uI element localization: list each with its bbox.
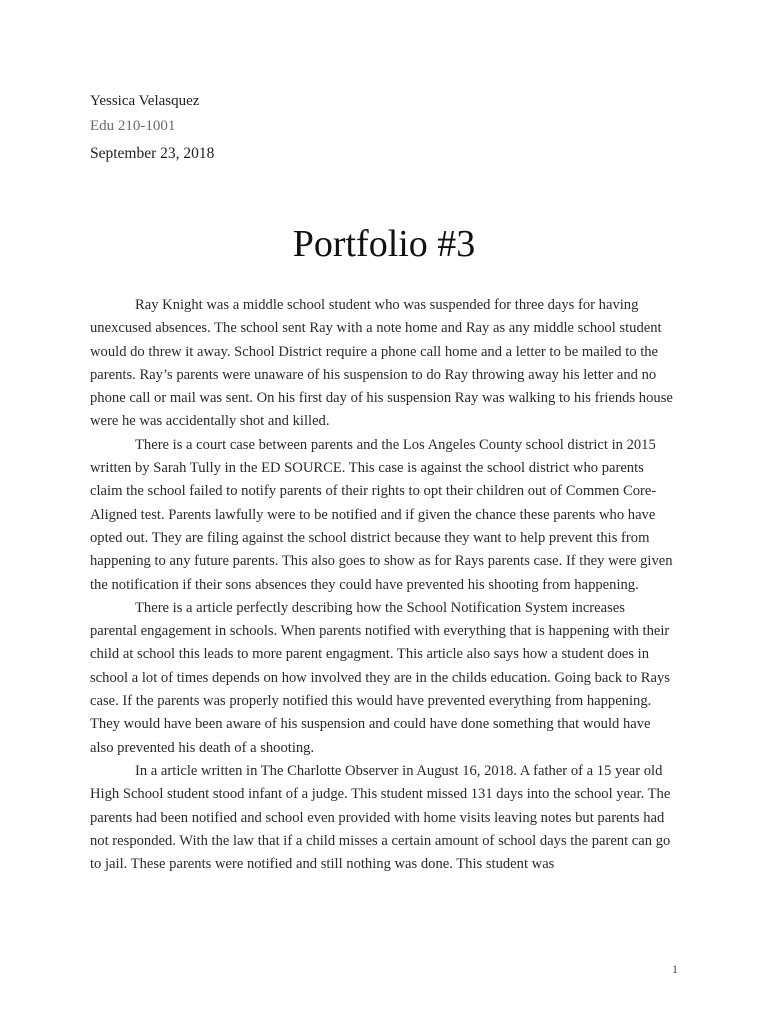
author-name: Yessica Velasquez <box>90 93 200 109</box>
course-code: Edu 210-1001 <box>90 118 176 134</box>
paragraph: There is a court case between parents and the Los Angeles County school district in 2015 written by Sarah Tully in the ED SOURCE. This case is against the school district who parents claim the school failed to notify parents of their rights to opt their children out of Commen Core-Aligned test. Parents lawfully were to be notified and if given the chance these parents who have opted out. They are filing against the school district because they want to help prevent this from happening to any future parents. This also goes to show as for Rays parents case. If they were given the notification if their sons absences they could have prevented his shooting from happening. <box>90 436 673 593</box>
document-title: Portfolio #3 <box>292 223 476 265</box>
document-date: September 23, 2018 <box>90 145 215 162</box>
paragraph: Ray Knight was a middle school student who was suspended for three days for having unexcused absences. The school sent Ray with a note home and Ray as any middle school student would do threw it away. School District require a phone call home and a letter to be mailed to the parents. Ray’s parents were unaware of his suspension to do Ray throwing away his letter and no phone call or mail was sent. On his first day of his suspension Ray was walking to his friends house were he was accidentally shot and killed. <box>90 297 673 430</box>
page-number: 1 <box>672 962 678 976</box>
paragraph: There is a article perfectly describing how the School Notification System increases parental engagement in schools. When parents notified with everything that is happening with their child at school this leads to more parent engagment. This article also says how a student does in school a lot of times depends on how involved they are in the childs education. Going back to Rays case. If the parents was properly notified this would have prevented everything from happening. They would have been aware of his suspension and could have done something that would have also prevented his death of a shooting. <box>90 599 670 756</box>
paragraph: In a article written in The Charlotte Observer in August 16, 2018. A father of a 15 year old High School student stood infant of a judge. This student missed 131 days into the school year. The parents had been notified and school even provided with home visits leaving notes but parents had not responded. With the law that if a child misses a certain amount of school days the parent can go to jail. These parents were notified and still nothing was done. This student was <box>90 762 671 873</box>
document-body <box>90 294 674 876</box>
